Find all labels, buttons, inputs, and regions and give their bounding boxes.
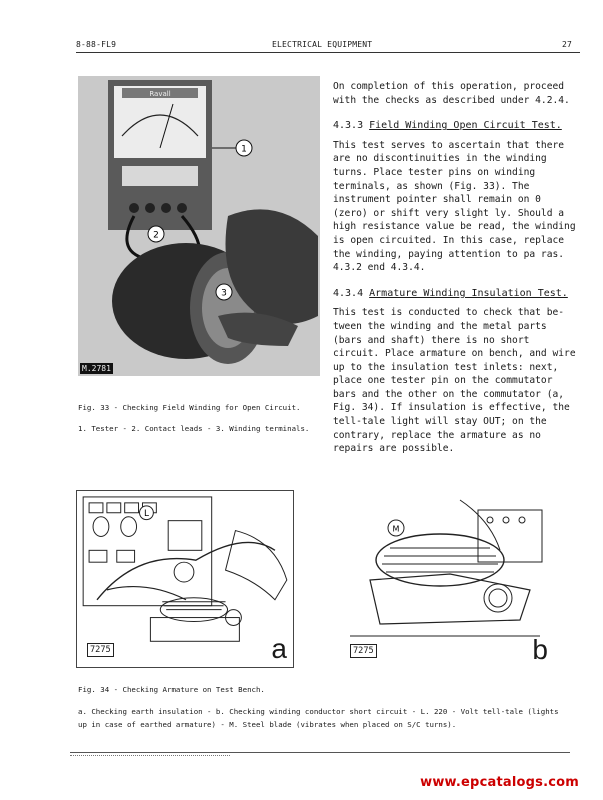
figure-33-photo xyxy=(78,76,320,376)
panel-letter-b: b xyxy=(532,634,548,665)
figure-33-image-tag: M.2781 xyxy=(82,364,111,373)
footer-rule xyxy=(70,752,570,753)
page-number: 27 xyxy=(561,40,572,49)
callout-2: 2 xyxy=(153,230,159,241)
figure-34-legend: a. Checking earth insulation - b. Checking winding conductor short circuit - L. 220 - Volt tell-tale (lights up in case of earthed armature) - M. Steel blade (vibrates when placed on S/C turns). xyxy=(78,707,559,729)
header-rule xyxy=(76,52,580,53)
figure-34-caption: Fig. 34 - Checking Armature on Test Bench. xyxy=(78,685,265,694)
section-heading-4-3-4 xyxy=(333,287,577,301)
section-body-4-3-4: This test is conducted to check that be- tween the winding and the metal parts (bars and shaft) there is no short circuit. Place armature on bench, and wire up to the insulation test inlets: next, place one tester pin on the commutator bars and the other on the commutator (a, Fig. 34). If insulation is effective, the tell-tale light will stay OUT; on the contrary, replace the armature as no repairs are possible. xyxy=(333,307,576,455)
section-number: 4.3.4 xyxy=(333,287,364,299)
watermark-text: www.epcatalogs.com xyxy=(420,775,579,790)
intro-paragraph: On completion of this operation, proceed with the checks as described under 4.2.4. xyxy=(333,81,570,106)
section-body-4-3-3: This test serves to ascertain that there are no discontinuities in the winding turns. Place tester pins on winding terminals, as shown (Fig. 33). The instrument pointer shall remain on 0 (zero) or shift very slight ly. Should a high resistance value be read, the winding is open circuited. In this case, replace the winding, paying attention to pa ras. 4.3.2 end 4.3.4. xyxy=(333,139,576,274)
section-number: 4.3.3 xyxy=(333,120,364,132)
figure-34-panel-b xyxy=(340,490,554,668)
right-column-text xyxy=(333,80,577,456)
section-heading-4-3-3 xyxy=(333,119,577,133)
meter-brand-label: Ravall xyxy=(149,90,171,98)
figure-33-legend: 1. Tester - 2. Contact leads - 3. Winding terminals. xyxy=(78,424,310,433)
footer-fragment xyxy=(70,755,230,759)
test-bench-illustration-a xyxy=(77,491,293,667)
section-title-text: Armature Winding Insulation Test. xyxy=(369,287,568,299)
callout-1: 1 xyxy=(241,144,247,155)
test-bench-illustration-b xyxy=(340,490,554,668)
panel-letter-a: a xyxy=(271,633,287,664)
section-title-text: Field Winding Open Circuit Test. xyxy=(369,120,562,132)
callout-3: 3 xyxy=(221,288,227,299)
figure-34a-tag: 7275 xyxy=(87,643,114,657)
section-title: ELECTRICAL EQUIPMENT xyxy=(272,40,373,49)
tester-photo-illustration xyxy=(78,76,320,376)
figure-33-caption: Fig. 33 - Checking Field Winding for Open Circuit. xyxy=(78,403,301,412)
callout-M: M xyxy=(392,524,400,534)
document-code: 8-88-FL9 xyxy=(76,40,117,49)
figure-34-panel-a xyxy=(76,490,294,668)
callout-L: L xyxy=(143,509,149,520)
figure-34b-tag: 7275 xyxy=(350,644,377,658)
